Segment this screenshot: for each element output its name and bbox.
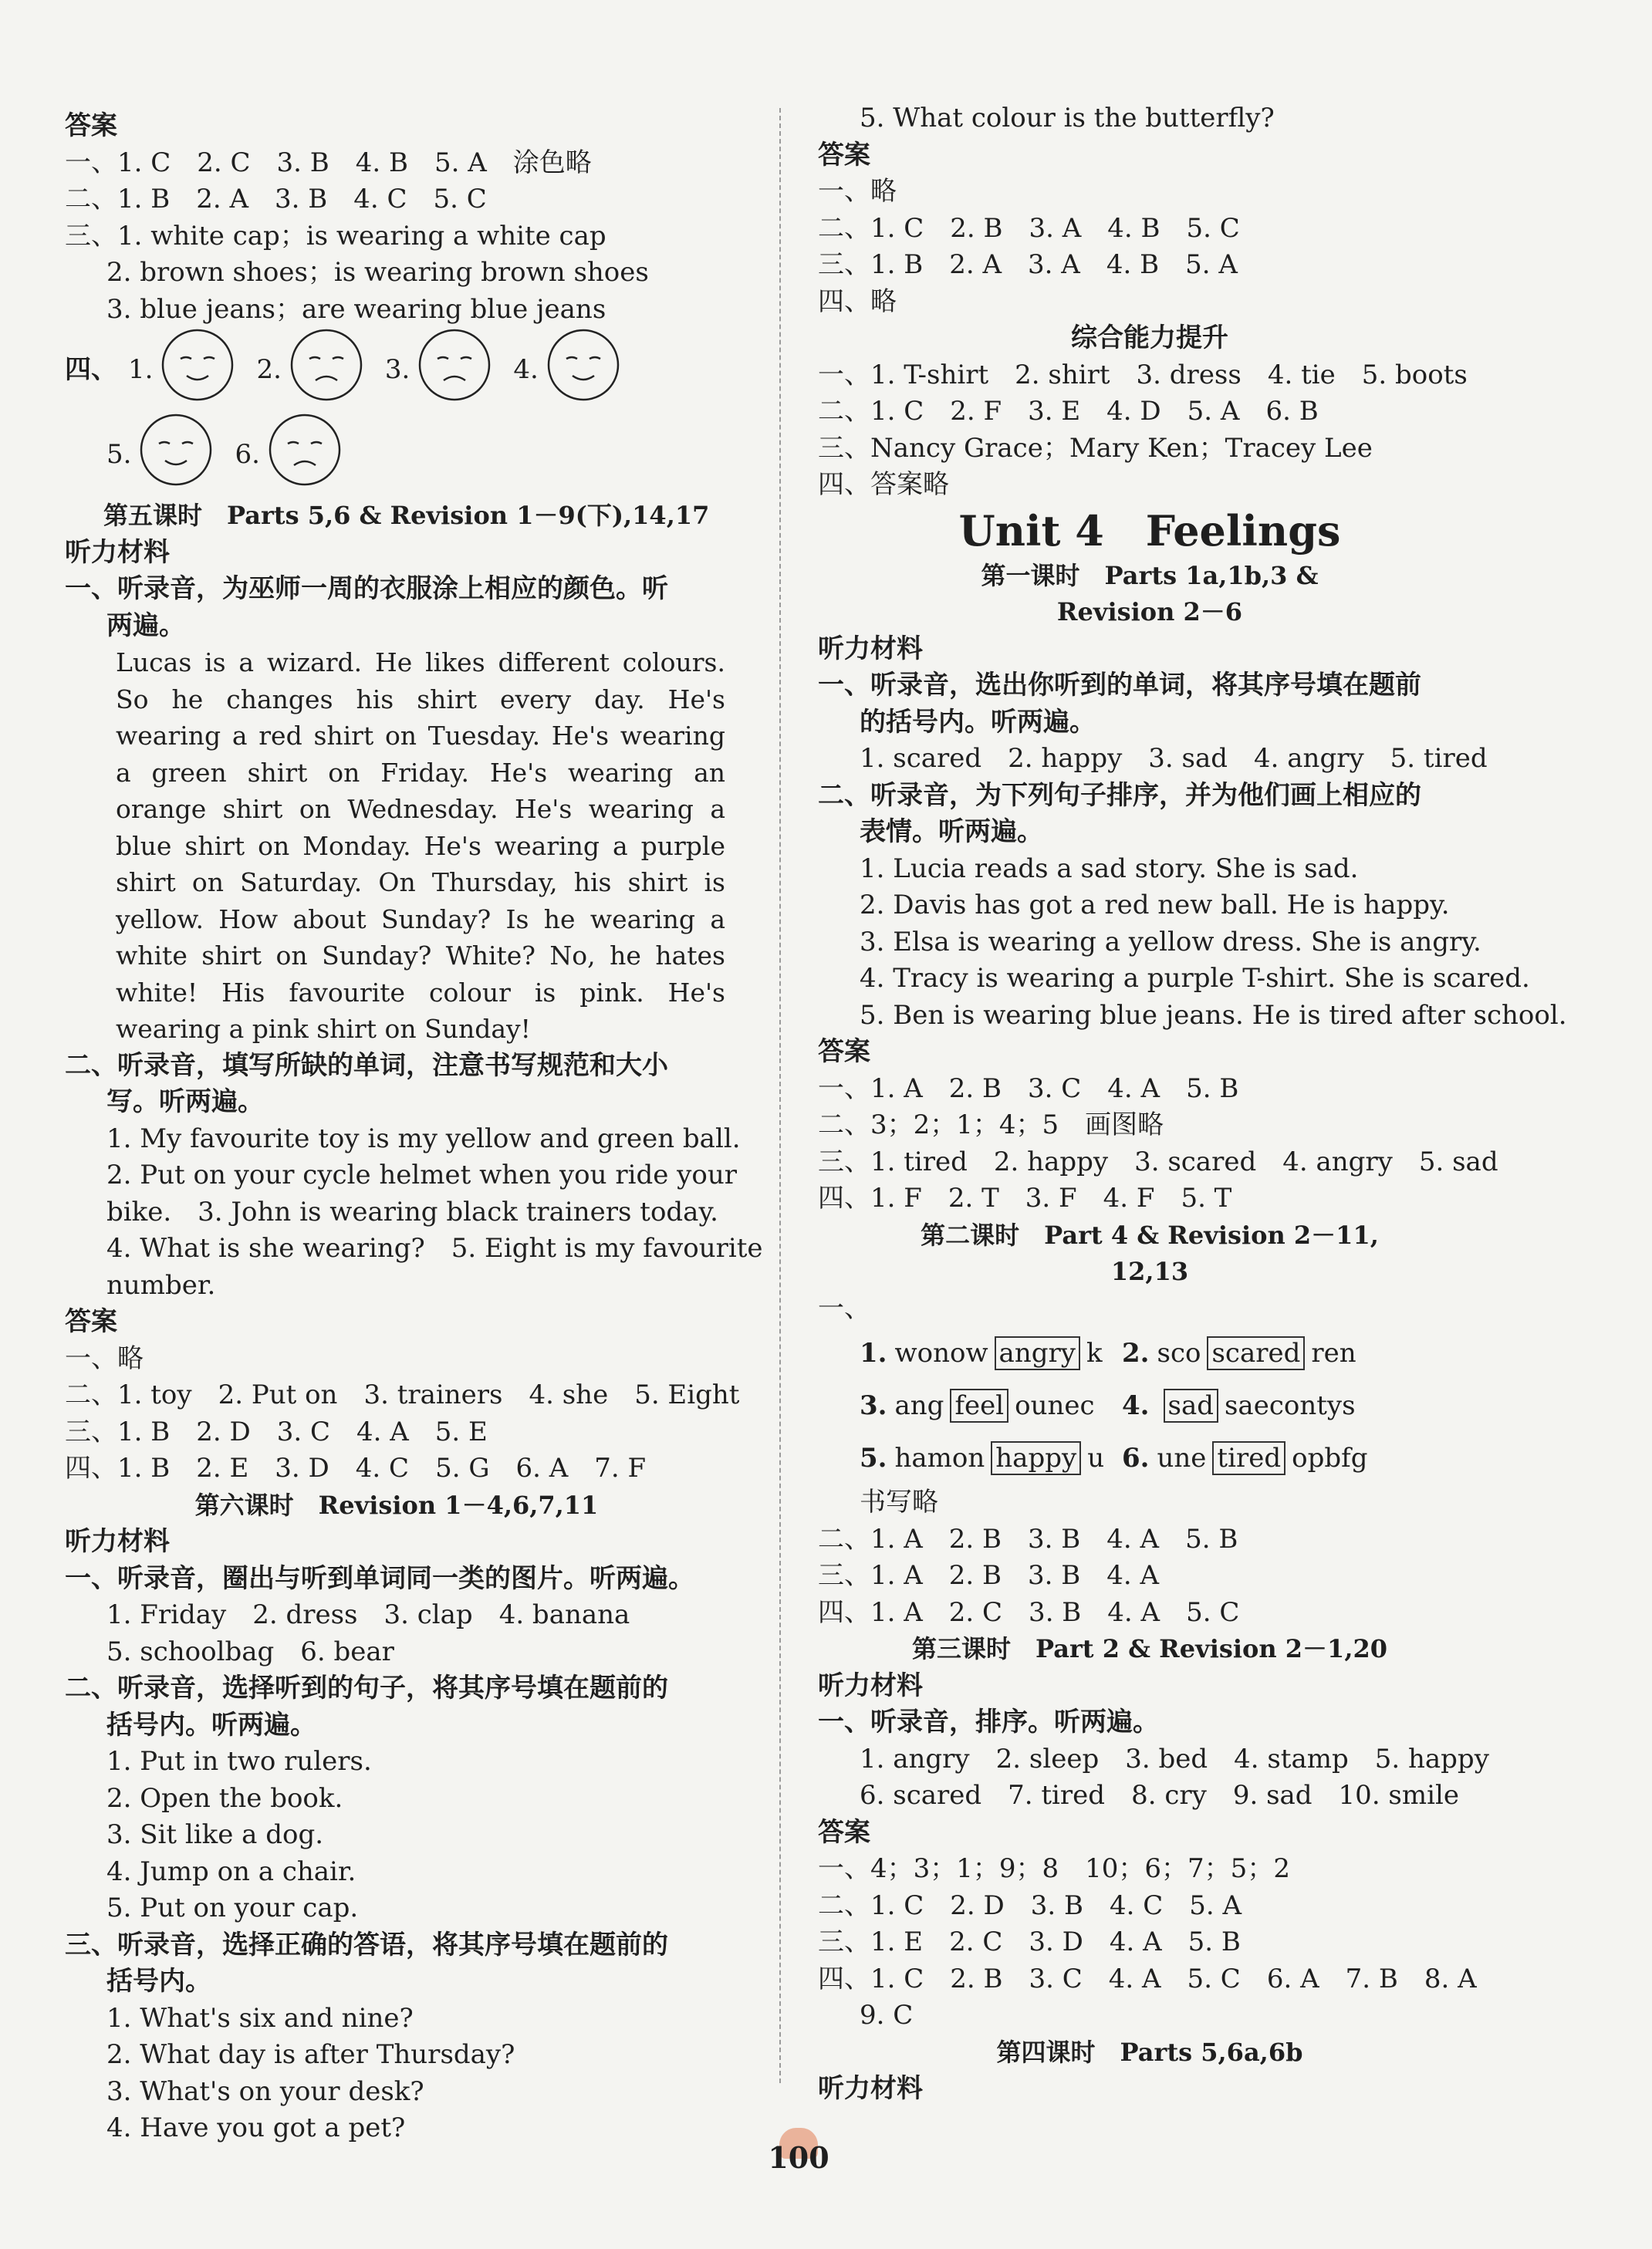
text-line: 二、1. toy 2. Put on 3. trainers 4. she 5. Eight: [65, 1379, 740, 1410]
text-line: 2. Put on your cycle helmet when you ride your: [106, 1160, 737, 1190]
sad-face-icon: [289, 328, 363, 413]
text-line: 三、1. E 2. C 3. D 4. A 5. B: [818, 1927, 1241, 1957]
text-line: 四、1. A 2. C 3. B 4. A 5. C: [818, 1596, 1240, 1628]
text-line: 6. scared 7. tired 8. cry 9. sad 10. smile: [860, 1780, 1459, 1811]
face-answer: [106, 413, 213, 498]
text-line: 9. C: [860, 2000, 914, 2031]
word-search-item: [1122, 1379, 1400, 1432]
face-answer: [513, 328, 620, 413]
text-line: 3. blue jeans；are wearing blue jeans: [106, 293, 606, 325]
text-line: 二、1. C 2. B 3. A 4. B 5. C: [818, 212, 1240, 244]
happy-face-icon: [139, 413, 213, 498]
text-line: 第六课时 Revision 1－4,6,7,11: [194, 1490, 599, 1520]
text-line: 4. Have you got a pet?: [106, 2112, 406, 2143]
face-number: 2.: [256, 354, 282, 386]
text-line: 一、: [818, 1292, 870, 1324]
text-line: 2. What day is after Thursday?: [106, 2039, 515, 2070]
sad-face-icon: [268, 413, 342, 498]
text-line: number.: [106, 1269, 216, 1301]
section-heading: 一、听录音，为巫师一周的衣服涂上相应的颜色。听: [65, 573, 668, 604]
face-answer: [385, 328, 492, 413]
section-heading: 两遍。: [106, 610, 185, 641]
boxed-word: tired: [1212, 1441, 1285, 1475]
section-heading: 一、听录音，圈出与听到单词同一类的图片。听两遍。: [65, 1562, 694, 1594]
text-line: 1. angry 2. sleep 3. bed 4. stamp 5. happy: [860, 1743, 1489, 1775]
unit-title: Unit 4 Feelings: [958, 505, 1341, 555]
text-line: 3. Sit like a dog.: [106, 1819, 324, 1850]
word-search-item: [860, 1432, 1122, 1484]
text-line: 一、1. A 2. B 3. C 4. A 5. B: [818, 1072, 1239, 1104]
section-heading: 答案: [65, 110, 117, 141]
text-line: 第三课时 Part 2 & Revision 2－1,20: [912, 1634, 1387, 1663]
word-search-item: [860, 1379, 1122, 1432]
text-line: 二、3；2；1；4；5 画图略: [818, 1109, 1164, 1140]
text-line: 一、略: [65, 1342, 144, 1374]
face-answer: [128, 328, 235, 413]
text-line: 4. What is she wearing? 5. Eight is my favourite: [106, 1233, 763, 1264]
text-line: 1. Put in two rulers.: [106, 1746, 372, 1777]
right-column: [818, 100, 1567, 2108]
text-line: 5. What colour is the butterfly?: [860, 103, 1275, 133]
item-number: 5.: [860, 1443, 887, 1474]
letters-before: wonow: [894, 1338, 988, 1369]
text-line: 第一课时 Parts 1a,1b,3 &: [981, 560, 1319, 590]
section-heading: 一、听录音，选出你听到的单词，将其序号填在题前: [818, 670, 1421, 701]
text-line: 1. scared 2. happy 3. sad 4. angry 5. tired: [860, 743, 1488, 774]
text-line: 四、1. B 2. E 3. D 4. C 5. G 6. A 7. F: [65, 1453, 647, 1484]
page-number: 100: [764, 2123, 833, 2193]
boxed-word: feel: [950, 1389, 1008, 1423]
faces-section-label: 四、: [65, 354, 117, 386]
word-search-item: [1122, 1327, 1400, 1379]
section-heading: 写。听两遍。: [106, 1086, 264, 1117]
text-line: 12,13: [1110, 1257, 1189, 1286]
section-heading: 答案: [818, 1036, 870, 1067]
text-line: 四、1. F 2. T 3. F 4. F 5. T: [818, 1183, 1232, 1214]
item-number: 3.: [860, 1390, 887, 1421]
left-answers-top: [65, 108, 728, 328]
text-line: 三、1. B 2. D 3. C 4. A 5. E: [65, 1416, 488, 1447]
word-search-item: [860, 1327, 1122, 1379]
section-heading: 二、听录音，填写所缺的单词，注意书写规范和大小: [65, 1049, 668, 1081]
face-answer: [256, 328, 363, 413]
unit4-lesson1: [818, 558, 1567, 1328]
item-number: 2.: [1122, 1338, 1150, 1369]
letters-after: saecontys: [1224, 1390, 1356, 1421]
left-lessons: [65, 498, 763, 2147]
text-line: 3. What's on your desk?: [106, 2075, 424, 2107]
letters-before: ang: [894, 1390, 944, 1421]
sad-face-icon: [417, 328, 492, 413]
face-number: 5.: [106, 439, 132, 471]
section-heading: 听力材料: [65, 1526, 170, 1557]
boxed-word: scared: [1207, 1336, 1305, 1370]
text-line: 四、略: [818, 285, 897, 317]
happy-face-icon: [546, 328, 620, 413]
right-answers: [818, 100, 1481, 504]
text-line: 书写略: [860, 1487, 938, 1518]
boxed-word: happy: [991, 1441, 1081, 1475]
text-line: 二、1. C 2. F 3. E 4. D 5. A 6. B: [818, 396, 1319, 427]
section-heading: 的括号内。听两遍。: [860, 706, 1096, 738]
text-line: 1. My favourite toy is my yellow and green ball.: [106, 1123, 741, 1154]
text-line: 四、1. C 2. B 3. C 4. A 5. C 6. A 7. B 8. A: [818, 1963, 1477, 1994]
text-line: 三、1. A 2. B 3. B 4. A: [818, 1560, 1160, 1591]
text-line: 1. Friday 2. dress 3. clap 4. banana: [106, 1599, 630, 1630]
text-line: Revision 2－6: [1056, 597, 1243, 626]
section-heading: 括号内。听两遍。: [106, 1709, 316, 1741]
text-line: 一、4；3；1；9；8 10；6；7；5；2: [818, 1853, 1290, 1884]
boxed-word: angry: [995, 1336, 1080, 1370]
text-line: 四、答案略: [818, 469, 949, 500]
word-search-row: [818, 1379, 1481, 1432]
section-heading: 三、听录音，选择正确的答语，将其序号填在题前的: [65, 1929, 668, 1960]
face-answer: [235, 413, 341, 498]
text-line: 1. Lucia reads a sad story. She is sad.: [860, 853, 1359, 884]
text-line: 二、1. B 2. A 3. B 4. C 5. C: [65, 184, 487, 214]
letters-before: sco: [1157, 1338, 1201, 1369]
text-line: 5. Put on your cap.: [106, 1893, 359, 1923]
text-line: 4. Tracy is wearing a purple T-shirt. She is scared.: [860, 963, 1530, 994]
word-search-row: [818, 1327, 1481, 1379]
text-line: 二、1. A 2. B 3. B 4. A 5. B: [818, 1523, 1238, 1555]
column-divider: [779, 108, 781, 2083]
section-heading: 一、听录音，排序。听两遍。: [818, 1707, 1159, 1737]
section-heading: 听力材料: [818, 1670, 923, 1701]
text-line: 5. Ben is wearing blue jeans. He is tired after school.: [860, 999, 1567, 1031]
face-number: 6.: [235, 439, 260, 471]
section-heading: 表情。听两遍。: [860, 816, 1043, 847]
boxed-word: sad: [1164, 1389, 1218, 1423]
letters-before: une: [1157, 1443, 1207, 1474]
letters-after: u: [1087, 1443, 1105, 1474]
face-number: 1.: [128, 354, 154, 386]
text-line: 一、1. C 2. C 3. B 4. B 5. A 涂色略: [65, 147, 592, 178]
letters-after: ren: [1311, 1338, 1356, 1369]
text-line: 2. Open the book.: [106, 1782, 343, 1814]
section-heading: 听力材料: [818, 2073, 923, 2104]
happy-face-icon: [160, 328, 235, 413]
faces-answers: [65, 328, 728, 498]
faces-row-1: [65, 328, 728, 413]
text-line: 第五课时 Parts 5,6 & Revision 1－9(下),14,17: [103, 501, 710, 530]
section-heading: 二、听录音，选择听到的句子，将其序号填在题前的: [65, 1673, 668, 1704]
text-line: 一、略: [818, 176, 897, 207]
faces-row-2: [65, 413, 728, 498]
section-heading: 答案: [818, 139, 870, 171]
text-line: 三、Nancy Grace；Mary Ken；Tracey Lee: [818, 432, 1373, 464]
text-line: 第四课时 Parts 5,6a,6b: [996, 2037, 1303, 2067]
text-line: 三、1. tired 2. happy 3. scared 4. angry 5. sad: [818, 1146, 1498, 1177]
item-number: 4.: [1122, 1390, 1150, 1421]
text-line: bike. 3. John is wearing black trainers today.: [106, 1196, 718, 1227]
face-number: 4.: [513, 354, 539, 386]
section-heading: 括号内。: [106, 1966, 211, 1997]
letters-after: opbfg: [1292, 1443, 1368, 1474]
word-search-row: [818, 1432, 1481, 1484]
section-heading: 二、听录音，为下列句子排序，并为他们画上相应的: [818, 779, 1421, 811]
text-line: 3. Elsa is wearing a yellow dress. She is angry.: [860, 926, 1481, 957]
section-heading: 听力材料: [65, 536, 170, 568]
section-heading: 听力材料: [818, 633, 923, 664]
section-heading: 综合能力提升: [1071, 322, 1228, 353]
section-heading: 答案: [818, 1816, 870, 1848]
text-line: 2. Davis has got a red new ball. He is happy.: [860, 890, 1450, 920]
left-column: [65, 108, 763, 2147]
text-line: 一、1. T-shirt 2. shirt 3. dress 4. tie 5. boots: [818, 359, 1468, 390]
text-line: 4. Jump on a chair.: [106, 1856, 356, 1887]
passage: Lucas is a wizard. He likes different colours. So he changes his shirt every day. He's wearing a red shirt on Tuesday. He's wearing a green shirt on Friday. He's wearing an orange shirt on Wednesday. He's wearing a blue shirt on Monday. He's wearing a purple shirt on Saturday. On Thursday, his shirt is yellow. How about Sunday? Is he wearing a white shirt on Sunday? White? No, he hates white! His favourite colour is pink. He's wearing a pink shirt on Sunday!: [116, 647, 725, 1044]
letters-before: hamon: [894, 1443, 985, 1474]
word-search-answers: [818, 1327, 1481, 1484]
letters-after: ounec: [1015, 1390, 1095, 1421]
text-line: 二、1. C 2. D 3. B 4. C 5. A: [818, 1889, 1242, 1921]
face-number: 3.: [384, 354, 410, 386]
text-line: 第二课时 Part 4 & Revision 2－11,: [921, 1220, 1379, 1250]
word-search-item: [1122, 1432, 1400, 1484]
letters-after: k: [1086, 1338, 1103, 1369]
unit4-lessons-2-4: [818, 1484, 1489, 2108]
text-line: 三、1. B 2. A 3. A 4. B 5. A: [818, 249, 1238, 280]
item-number: 6.: [1122, 1443, 1150, 1474]
item-number: 1.: [860, 1338, 887, 1369]
section-heading: 答案: [65, 1306, 117, 1337]
text-line: 1. What's six and nine?: [106, 2002, 414, 2034]
text-line: 5. schoolbag 6. bear: [106, 1636, 394, 1667]
text-line: 三、1. white cap；is wearing a white cap: [65, 220, 606, 252]
text-line: 2. brown shoes；is wearing brown shoes: [106, 257, 649, 288]
